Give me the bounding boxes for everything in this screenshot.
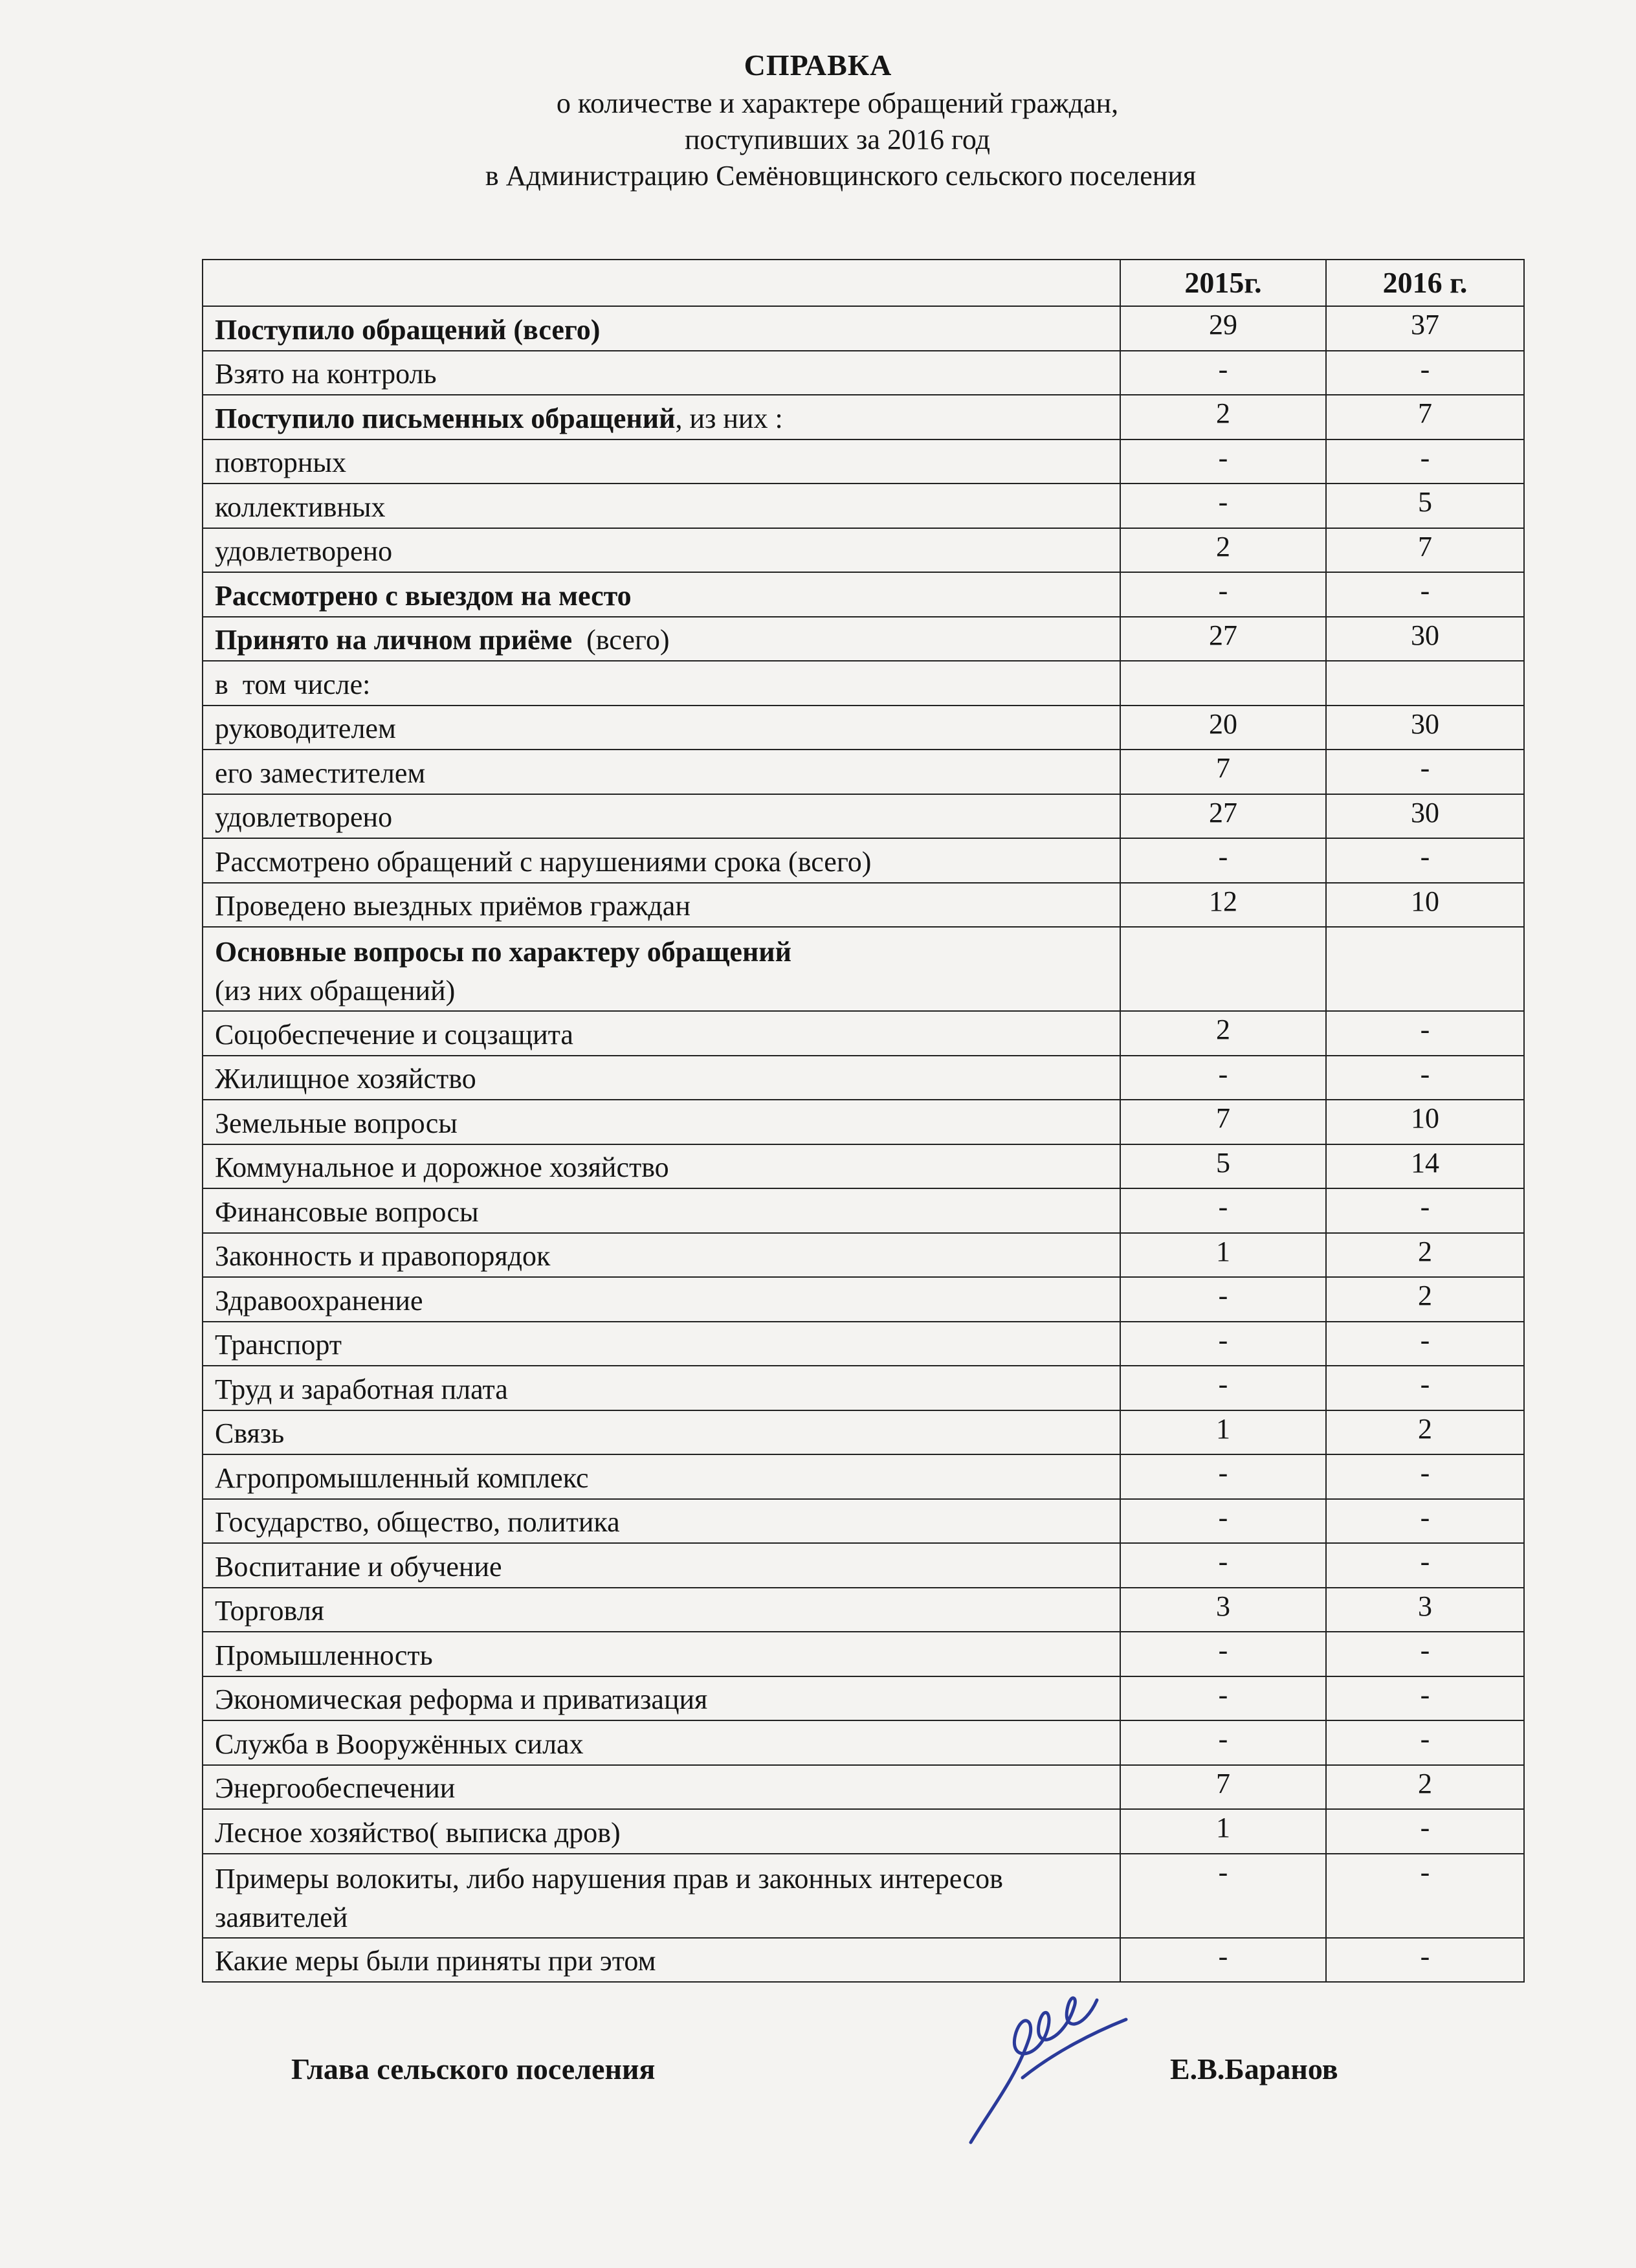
value-2015-cell: 2 bbox=[1120, 1011, 1326, 1056]
value-2016-cell: - bbox=[1326, 1322, 1524, 1366]
value-2016-cell: 2 bbox=[1326, 1410, 1524, 1455]
row-label-text: Служба в Вооружённых силах bbox=[215, 1728, 584, 1760]
row-label-cell bbox=[203, 572, 1120, 617]
row-label-cell bbox=[203, 1233, 1120, 1278]
document-subtitle-line-1: о количестве и характере обращений граждан, bbox=[556, 87, 1119, 119]
value-2015-cell: - bbox=[1120, 439, 1326, 484]
row-label-cell bbox=[203, 1100, 1120, 1144]
value-2016-cell: - bbox=[1326, 1632, 1524, 1676]
row-label-text: Государство, общество, политика bbox=[215, 1506, 620, 1538]
value-2015-cell: - bbox=[1120, 1454, 1326, 1499]
row-label-cell bbox=[203, 1854, 1120, 1938]
value-2016-cell bbox=[1326, 927, 1524, 1011]
value-2015-cell bbox=[1120, 661, 1326, 706]
table-body bbox=[203, 306, 1524, 1982]
table-row bbox=[203, 750, 1524, 794]
row-label-cell bbox=[203, 1543, 1120, 1588]
row-label-cell bbox=[203, 439, 1120, 484]
value-2016-cell: 7 bbox=[1326, 528, 1524, 573]
table-row bbox=[203, 1144, 1524, 1189]
value-2016-cell: 30 bbox=[1326, 706, 1524, 750]
value-2016-cell: 30 bbox=[1326, 617, 1524, 662]
value-2016-cell: - bbox=[1326, 1809, 1524, 1854]
value-2015-cell: 27 bbox=[1120, 617, 1326, 662]
table-row bbox=[203, 1233, 1524, 1278]
row-label-cell bbox=[203, 1588, 1120, 1632]
value-2015-cell: 1 bbox=[1120, 1233, 1326, 1278]
value-2016-cell: 2 bbox=[1326, 1277, 1524, 1322]
row-label-cell bbox=[203, 1454, 1120, 1499]
table-row bbox=[203, 395, 1524, 439]
value-2016-cell: - bbox=[1326, 1499, 1524, 1544]
header-label-cell bbox=[203, 260, 1120, 306]
value-2015-cell: - bbox=[1120, 1188, 1326, 1233]
value-2015-cell: - bbox=[1120, 351, 1326, 395]
value-2016-cell: - bbox=[1326, 1188, 1524, 1233]
row-label-cell bbox=[203, 883, 1120, 928]
value-2015-cell: 3 bbox=[1120, 1588, 1326, 1632]
table-row bbox=[203, 883, 1524, 928]
row-label-cell bbox=[203, 395, 1120, 439]
value-2016-cell: 2 bbox=[1326, 1233, 1524, 1278]
row-label-cell bbox=[203, 838, 1120, 883]
report-table bbox=[202, 259, 1525, 1983]
header-2016-cell: 2016 г. bbox=[1326, 260, 1524, 306]
value-2016-cell: - bbox=[1326, 1454, 1524, 1499]
row-label-text: , из них : bbox=[675, 402, 783, 434]
row-label-text: Финансовые вопросы bbox=[215, 1195, 479, 1228]
value-2015-cell: - bbox=[1120, 1632, 1326, 1676]
value-2016-cell: 30 bbox=[1326, 794, 1524, 839]
table-row bbox=[203, 528, 1524, 573]
table-row bbox=[203, 1765, 1524, 1810]
value-2015-cell: - bbox=[1120, 1056, 1326, 1100]
value-2016-cell: - bbox=[1326, 1720, 1524, 1765]
document-subtitle-line-2: поступивших за 2016 год bbox=[684, 124, 991, 155]
table-row bbox=[203, 1809, 1524, 1854]
row-label-cell bbox=[203, 1366, 1120, 1410]
row-label-cell bbox=[203, 1410, 1120, 1455]
value-2015-cell: 1 bbox=[1120, 1410, 1326, 1455]
table-row bbox=[203, 1188, 1524, 1233]
value-2015-cell: 2 bbox=[1120, 528, 1326, 573]
value-2015-cell: 12 bbox=[1120, 883, 1326, 928]
value-2016-cell: - bbox=[1326, 439, 1524, 484]
value-2016-cell: 14 bbox=[1326, 1144, 1524, 1189]
signatory-name: Е.В.Баранов bbox=[1170, 2052, 1338, 2085]
value-2015-cell: 20 bbox=[1120, 706, 1326, 750]
row-label-bold: Основные вопросы по характеру обращений bbox=[215, 936, 791, 968]
table-row bbox=[203, 661, 1524, 706]
value-2016-cell: - bbox=[1326, 1543, 1524, 1588]
value-2016-cell: 10 bbox=[1326, 1100, 1524, 1144]
row-label-cell bbox=[203, 306, 1120, 351]
value-2015-cell: 29 bbox=[1120, 306, 1326, 351]
row-label-text: Лесное хозяйство( выписка дров) bbox=[215, 1816, 621, 1849]
row-label-cell bbox=[203, 706, 1120, 750]
value-2016-cell: 10 bbox=[1326, 883, 1524, 928]
value-2015-cell: 1 bbox=[1120, 1809, 1326, 1854]
row-label-cell bbox=[203, 927, 1120, 1011]
row-label-text: Примеры волокиты, либо нарушения прав и законных интересов заявителей bbox=[215, 1862, 1010, 1933]
value-2015-cell: - bbox=[1120, 1543, 1326, 1588]
row-label-cell bbox=[203, 1809, 1120, 1854]
row-label-cell bbox=[203, 1676, 1120, 1721]
table-row bbox=[203, 1632, 1524, 1676]
value-2015-cell: 7 bbox=[1120, 1765, 1326, 1810]
signature-image bbox=[945, 1981, 1139, 2149]
row-label-text: Транспорт bbox=[215, 1329, 342, 1361]
row-label-text: (из них обращений) bbox=[215, 975, 456, 1006]
row-label-text: Агропромышленный комплекс bbox=[215, 1462, 589, 1494]
row-label-text: Связь bbox=[215, 1418, 285, 1449]
row-label-text: Какие меры были приняты при этом bbox=[215, 1945, 656, 1977]
row-label-text: (всего) bbox=[572, 624, 670, 656]
value-2015-cell: - bbox=[1120, 1277, 1326, 1322]
table-row bbox=[203, 1100, 1524, 1144]
table-row bbox=[203, 617, 1524, 662]
row-label-cell bbox=[203, 1277, 1120, 1322]
row-label-text: Энергообеспечении bbox=[215, 1772, 456, 1804]
row-label-cell bbox=[203, 1632, 1120, 1676]
row-label-text: руководителем bbox=[215, 713, 396, 744]
row-label-text: Земельные вопросы bbox=[215, 1107, 458, 1139]
value-2015-cell: - bbox=[1120, 1938, 1326, 1983]
table-row bbox=[203, 794, 1524, 839]
row-label-text: Рассмотрено обращений с нарушениями срока (всего) bbox=[215, 845, 872, 878]
table-row bbox=[203, 1366, 1524, 1410]
document-title: СПРАВКА bbox=[744, 49, 892, 82]
value-2016-cell: - bbox=[1326, 1854, 1524, 1938]
table-row bbox=[203, 1588, 1524, 1632]
row-label-text: Коммунальное и дорожное хозяйство bbox=[215, 1151, 669, 1183]
document-subtitle-line-3: в Администрацию Семёновщинского сельского поселения bbox=[485, 160, 1197, 192]
row-label-cell bbox=[203, 484, 1120, 528]
table-row bbox=[203, 1056, 1524, 1100]
table-row bbox=[203, 351, 1524, 395]
value-2015-cell: 7 bbox=[1120, 750, 1326, 794]
value-2016-cell: 7 bbox=[1326, 395, 1524, 439]
row-label-cell bbox=[203, 1765, 1120, 1810]
value-2015-cell bbox=[1120, 927, 1326, 1011]
value-2016-cell: - bbox=[1326, 1938, 1524, 1983]
table-row bbox=[203, 1454, 1524, 1499]
header-2015-cell: 2015г. bbox=[1120, 260, 1326, 306]
value-2016-cell: - bbox=[1326, 351, 1524, 395]
row-label-cell bbox=[203, 1720, 1120, 1765]
value-2016-cell: 2 bbox=[1326, 1765, 1524, 1810]
row-label-bold: Поступило письменных обращений bbox=[215, 402, 676, 434]
row-label-text: его заместителем bbox=[215, 757, 426, 789]
row-label-text: Законность и правопорядок bbox=[215, 1240, 551, 1272]
value-2015-cell: - bbox=[1120, 1499, 1326, 1544]
value-2015-cell: - bbox=[1120, 484, 1326, 528]
row-label-text: Труд и заработная плата bbox=[215, 1373, 508, 1405]
value-2016-cell: 37 bbox=[1326, 306, 1524, 351]
value-2015-cell: - bbox=[1120, 572, 1326, 617]
value-2016-cell: - bbox=[1326, 750, 1524, 794]
table-row bbox=[203, 838, 1524, 883]
value-2016-cell: - bbox=[1326, 1676, 1524, 1721]
table-row bbox=[203, 1277, 1524, 1322]
row-label-text: удовлетворено bbox=[215, 535, 393, 567]
table-row bbox=[203, 706, 1524, 750]
value-2015-cell: - bbox=[1120, 1720, 1326, 1765]
document-heading bbox=[0, 45, 1636, 194]
signatory-position: Глава сельского поселения bbox=[291, 2052, 656, 2085]
value-2016-cell bbox=[1326, 661, 1524, 706]
value-2015-cell: - bbox=[1120, 838, 1326, 883]
row-label-text: Проведено выездных приёмов граждан bbox=[215, 890, 691, 922]
value-2015-cell: 27 bbox=[1120, 794, 1326, 839]
value-2016-cell: - bbox=[1326, 572, 1524, 617]
row-label-text: Рассмотрено с выездом на место bbox=[215, 579, 632, 612]
table-row bbox=[203, 1676, 1524, 1721]
table-row bbox=[203, 306, 1524, 351]
row-label-cell bbox=[203, 750, 1120, 794]
row-label-bold: Принято на личном приёме bbox=[215, 624, 573, 656]
row-label-text: Жилищное хозяйство bbox=[215, 1063, 476, 1095]
value-2016-cell: 5 bbox=[1326, 484, 1524, 528]
row-label-text: Поступило обращений (всего) bbox=[215, 313, 601, 346]
row-label-text: Экономическая реформа и приватизация bbox=[215, 1684, 708, 1715]
row-label-text: Воспитание и обучение bbox=[215, 1550, 502, 1583]
value-2015-cell: 5 bbox=[1120, 1144, 1326, 1189]
row-label-text: Промышленность bbox=[215, 1639, 433, 1671]
value-2016-cell: - bbox=[1326, 838, 1524, 883]
table-row bbox=[203, 1720, 1524, 1765]
table-header-row bbox=[203, 260, 1524, 306]
row-label-cell bbox=[203, 1499, 1120, 1544]
row-label-cell bbox=[203, 1056, 1120, 1100]
table-row bbox=[203, 927, 1524, 1011]
value-2015-cell: - bbox=[1120, 1322, 1326, 1366]
table-row bbox=[203, 1543, 1524, 1588]
table-row bbox=[203, 1938, 1524, 1983]
table-row bbox=[203, 572, 1524, 617]
table-row bbox=[203, 439, 1524, 484]
row-label-text: в том числе: bbox=[215, 668, 371, 700]
row-label-cell bbox=[203, 528, 1120, 573]
row-label-cell bbox=[203, 617, 1120, 662]
value-2015-cell: - bbox=[1120, 1676, 1326, 1721]
value-2016-cell: 3 bbox=[1326, 1588, 1524, 1632]
table-row bbox=[203, 1854, 1524, 1938]
row-label-text: Взято на контроль bbox=[215, 358, 437, 390]
row-label-text: повторных bbox=[215, 447, 346, 478]
row-label-cell bbox=[203, 1322, 1120, 1366]
value-2015-cell: - bbox=[1120, 1366, 1326, 1410]
row-label-cell bbox=[203, 1188, 1120, 1233]
row-label-text: удовлетворено bbox=[215, 801, 393, 833]
row-label-text: коллективных bbox=[215, 491, 386, 523]
table-row bbox=[203, 1011, 1524, 1056]
value-2015-cell: 2 bbox=[1120, 395, 1326, 439]
value-2016-cell: - bbox=[1326, 1011, 1524, 1056]
row-label-cell bbox=[203, 1938, 1120, 1983]
value-2015-cell: 7 bbox=[1120, 1100, 1326, 1144]
row-label-cell bbox=[203, 1144, 1120, 1189]
table-row bbox=[203, 1322, 1524, 1366]
value-2016-cell: - bbox=[1326, 1056, 1524, 1100]
row-label-text: Соцобеспечение и соцзащита bbox=[215, 1018, 573, 1051]
row-label-text: Здравоохранение bbox=[215, 1284, 423, 1317]
table-row bbox=[203, 1410, 1524, 1455]
row-label-cell bbox=[203, 661, 1120, 706]
value-2016-cell: - bbox=[1326, 1366, 1524, 1410]
table-row bbox=[203, 484, 1524, 528]
row-label-cell bbox=[203, 794, 1120, 839]
value-2015-cell: - bbox=[1120, 1854, 1326, 1938]
row-label-cell bbox=[203, 1011, 1120, 1056]
row-label-cell bbox=[203, 351, 1120, 395]
row-label-text: Торговля bbox=[215, 1595, 324, 1627]
table-row bbox=[203, 1499, 1524, 1544]
